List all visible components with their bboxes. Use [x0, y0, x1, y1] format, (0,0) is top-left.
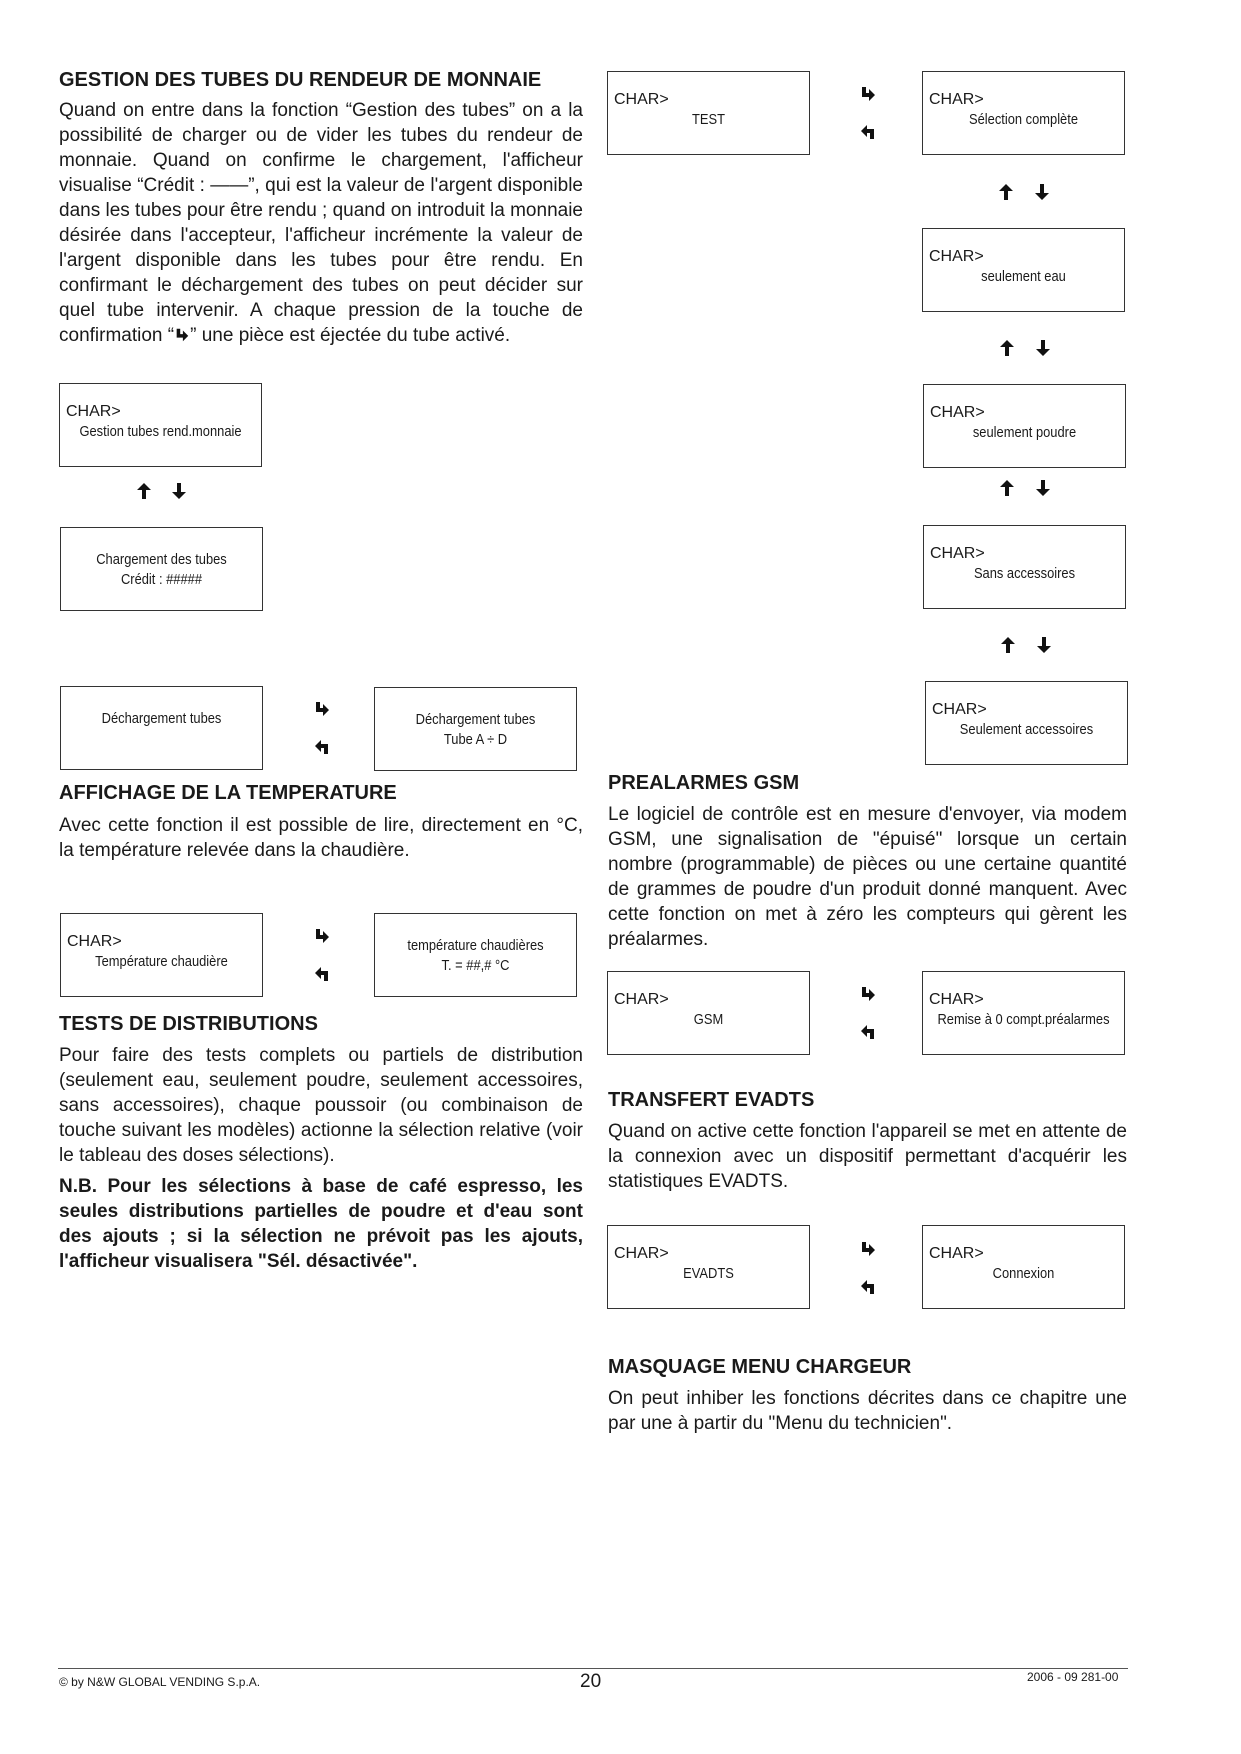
display-line-2: Crédit : ##### — [120, 571, 203, 588]
display-box-sans-accessoires — [923, 525, 1126, 609]
display-line-1: CHAR> — [614, 91, 669, 108]
display-line-1: CHAR> — [66, 403, 121, 420]
display-line-1: température chaudières — [407, 937, 544, 954]
back-arrow-icon — [859, 1022, 877, 1040]
up-arrow-icon — [999, 636, 1017, 654]
display-line-1: CHAR> — [930, 404, 985, 421]
section-title-gestion-tubes: GESTION DES TUBES DU RENDEUR DE MONNAIE — [59, 69, 542, 91]
up-arrow-icon — [135, 482, 153, 500]
footer-divider — [58, 1668, 1128, 1669]
display-line-1: Déchargement tubes — [101, 710, 222, 727]
down-arrow-icon — [1034, 479, 1052, 497]
display-line-2: Seulement accessoires — [959, 721, 1094, 738]
back-arrow-icon — [859, 122, 877, 140]
paragraph-prealarmes-gsm: Le logiciel de contrôle est en mesure d'envoyer, via modem GSM, une signalisation de "épuisé" lorsque un certain nombre (programmable) de pièces ou une certaine quantité de grammes de poudre d'un produit donné manquent. Avec cette fonction on met à zéro les compteurs qui gèrent les préalarmes. — [608, 804, 1127, 950]
footer-copyright: © by N&W GLOBAL VENDING S.p.A. — [59, 1675, 261, 1689]
display-line-1: CHAR> — [930, 545, 985, 562]
display-box-evadts — [607, 1225, 810, 1309]
section-title-temperature: AFFICHAGE DE LA TEMPERATURE — [59, 782, 397, 804]
paragraph-transfert-evadts: Quand on active cette fonction l'appareil se met en attente de la connexion avec un dispositif permettant d'acquérir les statistiques EVADTS. — [608, 1121, 1127, 1192]
display-line-2: GSM — [693, 1011, 724, 1028]
confirm-arrow-icon — [859, 85, 877, 103]
display-line-1: CHAR> — [932, 701, 987, 718]
display-box-remise-prealarmes — [922, 971, 1125, 1055]
display-line-1: Chargement des tubes — [96, 551, 227, 568]
section-title-transfert-evadts: TRANSFERT EVADTS — [608, 1089, 815, 1111]
footer-document-code: 2006 - 09 281-00 — [1027, 1670, 1119, 1684]
display-line-2: Température chaudière — [95, 953, 228, 970]
confirm-arrow-icon — [313, 927, 331, 945]
display-line-2: TEST — [692, 111, 725, 128]
display-box-temperature — [60, 913, 263, 997]
display-line-2: Remise à 0 compt.préalarmes — [937, 1011, 1110, 1028]
display-line-2: Connexion — [992, 1265, 1055, 1282]
display-line-1: CHAR> — [929, 248, 984, 265]
section-title-masquage-menu: MASQUAGE MENU CHARGEUR — [608, 1356, 912, 1378]
display-box-seulement-accessoires — [925, 681, 1128, 765]
display-line-2: Sélection complète — [968, 111, 1079, 128]
section-title-prealarmes-gsm: PREALARMES GSM — [608, 772, 800, 794]
display-box-seulement-poudre — [923, 384, 1126, 468]
display-line-2: EVADTS — [683, 1265, 734, 1282]
back-arrow-icon — [313, 737, 331, 755]
display-line-1: CHAR> — [614, 991, 669, 1008]
confirm-arrow-icon — [859, 985, 877, 1003]
down-arrow-icon — [1033, 183, 1051, 201]
display-box-temperature-value — [374, 913, 577, 997]
down-arrow-icon — [1035, 636, 1053, 654]
display-box-test — [607, 71, 810, 155]
display-line-1: CHAR> — [67, 933, 122, 950]
display-box-connexion — [922, 1225, 1125, 1309]
up-arrow-icon — [998, 479, 1016, 497]
paragraph-masquage-menu: On peut inhiber les fonctions décrites dans ce chapitre une par une à partir du "Menu du technicien". — [608, 1388, 1127, 1434]
section-title-tests: TESTS DE DISTRIBUTIONS — [59, 1013, 318, 1035]
back-arrow-icon — [313, 964, 331, 982]
display-line-1: CHAR> — [929, 991, 984, 1008]
confirm-arrow-icon — [313, 700, 331, 718]
display-line-1: CHAR> — [929, 1245, 984, 1262]
display-line-2: seulement poudre — [972, 424, 1077, 441]
display-line-2: seulement eau — [981, 268, 1066, 285]
display-box-seulement-eau — [922, 228, 1125, 312]
confirm-arrow-icon — [859, 1240, 877, 1258]
up-arrow-icon — [997, 183, 1015, 201]
display-line-2: Sans accessoires — [973, 565, 1076, 582]
page-number: 20 — [580, 1671, 602, 1692]
display-line-1: Déchargement tubes — [415, 711, 536, 728]
display-box-gestion-tubes — [59, 383, 262, 467]
paragraph-gestion-tubes — [59, 98, 583, 348]
display-box-selection-complete — [922, 71, 1125, 155]
down-arrow-icon — [170, 482, 188, 500]
display-box-dechargement — [60, 686, 263, 770]
display-line-1: CHAR> — [614, 1245, 669, 1262]
paragraph-nb-note: N.B. Pour les sélections à base de café espresso, les seules distributions partielles de poudre et d'eau sont des ajouts ; si la sélection ne prévoit pas les ajouts, l'afficheur visualisera "Sél. désactivée". — [59, 1176, 583, 1272]
up-arrow-icon — [998, 339, 1016, 357]
back-arrow-icon — [859, 1277, 877, 1295]
paragraph-gestion-tubes-part1: Quand on entre dans la fonction “Gestion des tubes” on a la possibilité de charger ou de vider les tubes du rendeur de monnaie. Quand on confirme le chargement, l'afficheur visualise “Crédit : ——”, qui est la valeur de l'argent disponible dans les tubes pour être rendu ; quand on introduit la monnaie désirée dans l'accepteur, l'afficheur incrémente la valeur de l'argent disponible dans les tubes pour être rendu. En confirmant le déchargement des tubes on peut décider sur quel tube intervenir. A chaque pression de la touche de confirmation “ — [59, 100, 583, 346]
confirm-arrow-icon — [174, 327, 190, 343]
down-arrow-icon — [1034, 339, 1052, 357]
paragraph-gestion-tubes-part2: ” une pièce est éjectée du tube activé. — [190, 325, 511, 346]
display-line-2: Tube A ÷ D — [443, 731, 508, 748]
display-box-dechargement-tubes — [374, 687, 577, 771]
display-line-2: T. = ##,# °C — [441, 957, 510, 974]
paragraph-tests: Pour faire des tests complets ou partiels de distribution (seulement eau, seulement poudre, seulement accessoires, sans accessoires), chaque poussoir (ou combinaison de touche suivant les modèles) actionne la sélection relative (voir le tableau des doses sélections). — [59, 1045, 583, 1166]
display-line-1: CHAR> — [929, 91, 984, 108]
display-box-gsm — [607, 971, 810, 1055]
paragraph-temperature: Avec cette fonction il est possible de lire, directement en °C, la température relevée dans la chaudière. — [59, 815, 583, 861]
display-line-2: Gestion tubes rend.monnaie — [79, 423, 242, 440]
display-box-chargement-tubes — [60, 527, 263, 611]
